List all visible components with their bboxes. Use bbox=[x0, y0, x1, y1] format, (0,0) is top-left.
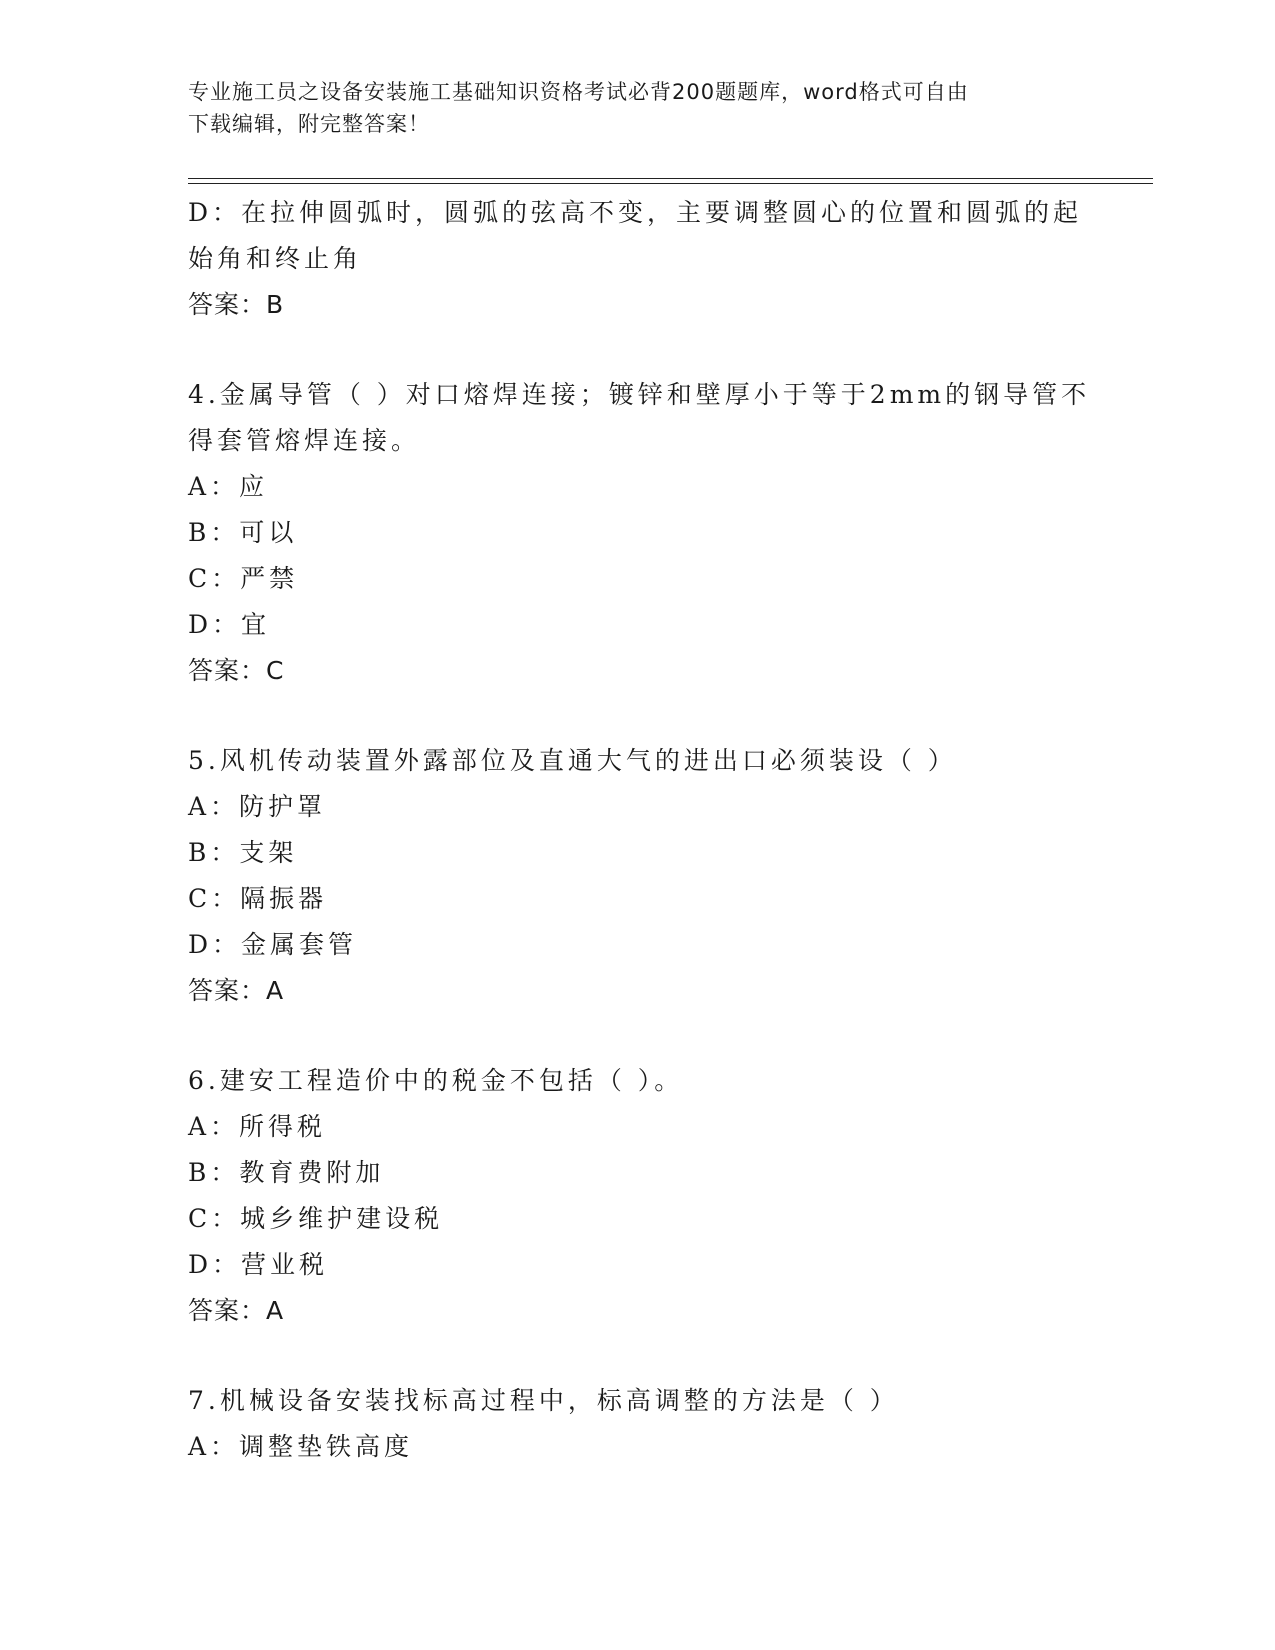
question-6 bbox=[188, 1058, 1088, 1334]
question-stem: 6.建安工程造价中的税金不包括（ ）。 bbox=[188, 1066, 684, 1095]
answer: 答案：B bbox=[188, 290, 285, 319]
question-stem: 7.机械设备安装找标高过程中，标高调整的方法是（ ） bbox=[188, 1386, 899, 1415]
header-line-1: 专业施工员之设备安装施工基础知识资格考试必背200题题库，word格式可自由 bbox=[188, 80, 969, 104]
option-a: A：调整垫铁高度 bbox=[188, 1432, 414, 1461]
question-stem: 5.风机传动装置外露部位及直通大气的进出口必须装设（ ） bbox=[188, 746, 957, 775]
question-3-tail bbox=[188, 190, 1088, 328]
question-stem-line-2: 得套管熔焊连接。 bbox=[188, 426, 421, 455]
option-b: B：教育费附加 bbox=[188, 1158, 385, 1187]
option-c: C：城乡维护建设税 bbox=[188, 1204, 444, 1233]
header-line-2: 下载编辑，附完整答案！ bbox=[188, 112, 430, 136]
option-a: A：防护罩 bbox=[188, 792, 327, 821]
option-d-line-1: D：在拉伸圆弧时，圆弧的弦高不变，主要调整圆心的位置和圆弧的起 bbox=[188, 198, 1083, 227]
question-4 bbox=[188, 372, 1091, 694]
option-c: C：隔振器 bbox=[188, 884, 328, 913]
document-header bbox=[188, 76, 1088, 140]
option-a: A：所得税 bbox=[188, 1112, 327, 1141]
question-5 bbox=[188, 738, 1088, 1014]
question-7 bbox=[188, 1378, 1088, 1470]
option-a: A：应 bbox=[188, 472, 269, 501]
option-d-line-2: 始角和终止角 bbox=[188, 244, 363, 273]
header-divider-bottom bbox=[188, 183, 1153, 184]
question-stem-line-1: 4.金属导管（ ）对口熔焊连接；镀锌和壁厚小于等于2mm的钢导管不 bbox=[188, 380, 1091, 409]
header-divider-top bbox=[188, 178, 1153, 179]
option-c: C：严禁 bbox=[188, 564, 299, 593]
option-d: D：宜 bbox=[188, 610, 271, 639]
answer: 答案：A bbox=[188, 1296, 285, 1325]
option-b: B：支架 bbox=[188, 838, 298, 867]
answer: 答案：A bbox=[188, 976, 285, 1005]
option-b: B：可以 bbox=[188, 518, 298, 547]
option-d: D：金属套管 bbox=[188, 930, 358, 959]
option-d: D：营业税 bbox=[188, 1250, 329, 1279]
answer: 答案：C bbox=[188, 656, 285, 685]
question-list bbox=[188, 190, 1091, 1470]
